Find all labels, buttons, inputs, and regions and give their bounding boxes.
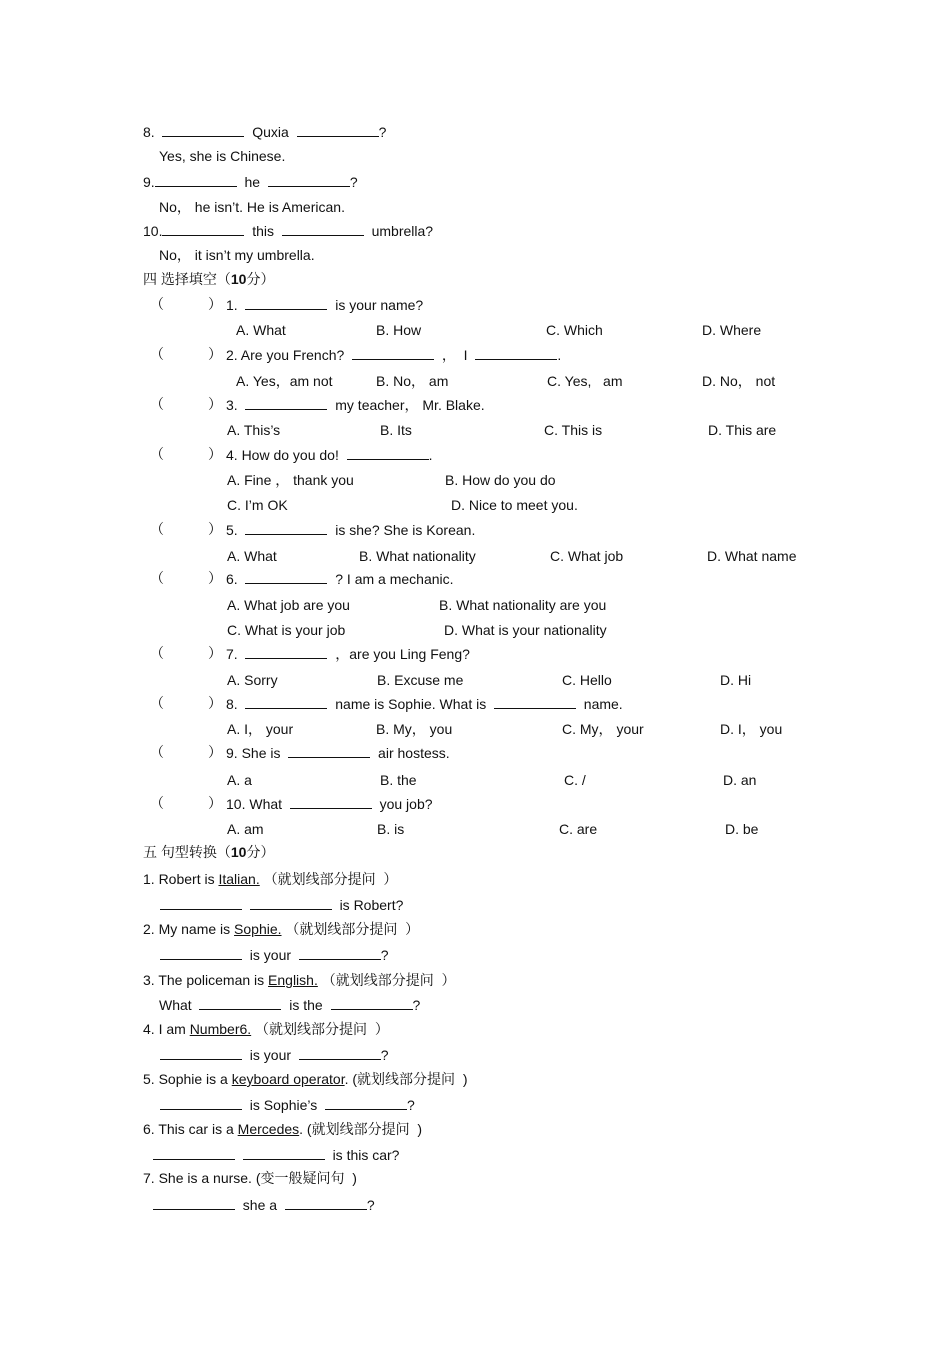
paren-close: ） xyxy=(208,446,222,462)
mc-q5: 5. is she? She is Korean. xyxy=(226,522,476,538)
blank[interactable] xyxy=(347,446,429,460)
option-a[interactable]: A. Yes，am not xyxy=(236,373,333,389)
paren-open: （ xyxy=(150,346,164,362)
mc-q9: 9. She is air hostess. xyxy=(226,745,450,761)
option-d[interactable]: D. I， you xyxy=(720,721,783,737)
transform-s4: 4. I am Number6. （就划线部分提问 ） xyxy=(143,1021,389,1037)
option-c[interactable]: C. This is xyxy=(544,422,603,438)
paren-close: ） xyxy=(208,521,222,537)
blank[interactable] xyxy=(285,1196,367,1210)
blank[interactable] xyxy=(153,1146,235,1160)
option-a[interactable]: A. Fine ， thank you xyxy=(227,472,354,488)
option-a[interactable]: A. This’s xyxy=(227,422,281,438)
blank[interactable] xyxy=(325,1096,407,1110)
blank[interactable] xyxy=(160,1096,242,1110)
blank[interactable] xyxy=(162,222,244,236)
section-heading-4: 四 选择填空（10分） xyxy=(143,271,275,287)
transform-s2: 2. My name is Sophie. （就划线部分提问 ） xyxy=(143,921,420,937)
blank[interactable] xyxy=(299,946,381,960)
blank[interactable] xyxy=(250,896,332,910)
paren-open: （ xyxy=(150,446,164,462)
paren-open: （ xyxy=(150,521,164,537)
transform-s5-answer: is Sophie’s ? xyxy=(160,1096,415,1113)
blank[interactable] xyxy=(245,570,327,584)
blank[interactable] xyxy=(299,1046,381,1060)
transform-s4-answer: is your ? xyxy=(160,1046,389,1063)
paren-open: （ xyxy=(150,645,164,661)
blank[interactable] xyxy=(297,123,379,137)
option-c[interactable]: C. Hello xyxy=(562,672,612,688)
transform-s2-answer: is your ? xyxy=(160,946,389,963)
paren-open: （ xyxy=(150,695,164,711)
option-a[interactable]: A. Sorry xyxy=(227,672,278,688)
mc-q3: 3. my teacher， Mr. Blake. xyxy=(226,397,485,413)
transform-s6: 6. This car is a Mercedes. (就划线部分提问 ) xyxy=(143,1121,423,1137)
option-a[interactable]: A. a xyxy=(227,772,252,788)
transform-s7-answer: she a ? xyxy=(153,1196,375,1213)
blank[interactable] xyxy=(288,744,370,758)
mc-q7: 7. ，are you Ling Feng? xyxy=(226,646,470,662)
option-a[interactable]: A. I， your xyxy=(227,721,294,737)
section-heading-5: 五 句型转换（10分） xyxy=(143,844,275,860)
p3-q10-answer: No， it isn’t my umbrella. xyxy=(159,247,315,263)
transform-s5: 5. Sophie is a keyboard operator. (就划线部分提问 ) xyxy=(143,1071,468,1087)
option-c[interactable]: C. are xyxy=(559,821,598,837)
option-d[interactable]: D. an xyxy=(723,772,757,788)
option-c[interactable]: C. Which xyxy=(546,322,603,338)
blank[interactable] xyxy=(352,346,434,360)
option-a[interactable]: A. What xyxy=(236,322,286,338)
blank[interactable] xyxy=(290,795,372,809)
mc-q6: 6. ? I am a mechanic. xyxy=(226,571,454,587)
transform-s3-answer: What is the ? xyxy=(159,997,421,1013)
option-b[interactable]: B. No， am xyxy=(376,373,449,389)
option-c[interactable]: C. What job xyxy=(550,548,624,564)
blank[interactable] xyxy=(162,123,244,137)
option-b[interactable]: B. Excuse me xyxy=(377,672,464,688)
blank[interactable] xyxy=(160,896,242,910)
transform-s1-answer: is Robert? xyxy=(160,896,403,913)
option-a[interactable]: A. What xyxy=(227,548,277,564)
paren-open: （ xyxy=(150,296,164,312)
p3-q9-answer: No， he isn’t. He is American. xyxy=(159,199,345,215)
mc-q2: 2. Are you French? ， I . xyxy=(226,347,562,363)
p3-q8-answer: Yes, she is Chinese. xyxy=(159,148,286,164)
p3-q8: 8. Quxia ? xyxy=(143,124,387,140)
mc-q8: 8. name is Sophie. What is name. xyxy=(226,696,623,712)
option-b[interactable]: B. How do you do xyxy=(445,472,556,488)
option-c[interactable]: C. / xyxy=(564,772,586,788)
option-d[interactable]: D. Hi xyxy=(720,672,752,688)
blank[interactable] xyxy=(199,996,281,1010)
option-b[interactable]: B. the xyxy=(380,772,417,788)
paren-close: ） xyxy=(208,296,222,312)
blank[interactable] xyxy=(282,222,364,236)
option-d[interactable]: D. Where xyxy=(702,322,762,338)
mc-q1: 1. is your name? xyxy=(226,297,424,313)
transform-s6-answer: is this car? xyxy=(153,1146,399,1163)
option-b[interactable]: B. is xyxy=(377,821,405,837)
paren-close: ） xyxy=(208,346,222,362)
option-b[interactable]: B. How xyxy=(376,322,422,338)
option-c[interactable]: C. What is your job xyxy=(227,622,346,638)
mc-q10: 10. What you job? xyxy=(226,796,433,812)
paren-open: （ xyxy=(150,795,164,811)
paren-close: ） xyxy=(208,795,222,811)
blank[interactable] xyxy=(245,296,327,310)
blank[interactable] xyxy=(155,173,237,187)
option-a[interactable]: A. am xyxy=(227,821,264,837)
option-c[interactable]: C. Yes, am xyxy=(547,373,623,389)
option-d[interactable]: D. Nice to meet you. xyxy=(451,497,578,513)
transform-s7: 7. She is a nurse. (变一般疑问句 ) xyxy=(143,1170,357,1186)
option-b[interactable]: B. Its xyxy=(380,422,412,438)
paren-open: （ xyxy=(150,570,164,586)
paren-close: ） xyxy=(208,645,222,661)
blank[interactable] xyxy=(245,645,327,659)
transform-s1: 1. Robert is Italian. （就划线部分提问 ） xyxy=(143,871,398,887)
blank[interactable] xyxy=(160,1046,242,1060)
blank[interactable] xyxy=(153,1196,235,1210)
p3-q10: 10. this umbrella? xyxy=(143,223,434,239)
option-c[interactable]: C. I’m OK xyxy=(227,497,288,513)
option-d[interactable]: D. be xyxy=(725,821,759,837)
blank[interactable] xyxy=(160,946,242,960)
option-d[interactable]: D. This are xyxy=(708,422,777,438)
blank[interactable] xyxy=(268,173,350,187)
blank[interactable] xyxy=(245,396,327,410)
paren-close: ） xyxy=(208,744,222,760)
option-c[interactable]: C. My， your xyxy=(562,721,644,737)
option-d[interactable]: D. No， not xyxy=(702,373,776,389)
paren-close: ） xyxy=(208,570,222,586)
blank[interactable] xyxy=(245,695,327,709)
paren-open: （ xyxy=(150,396,164,412)
paren-close: ） xyxy=(208,396,222,412)
paren-open: （ xyxy=(150,744,164,760)
option-b[interactable]: B. What nationality are you xyxy=(439,597,607,613)
blank[interactable] xyxy=(475,346,557,360)
blank[interactable] xyxy=(243,1146,325,1160)
blank[interactable] xyxy=(494,695,576,709)
mc-q4: 4. How do you do! . xyxy=(226,447,433,463)
blank[interactable] xyxy=(331,996,413,1010)
transform-s3: 3. The policeman is English. （就划线部分提问 ） xyxy=(143,972,456,988)
blank[interactable] xyxy=(245,521,327,535)
option-d[interactable]: D. What name xyxy=(707,548,797,564)
paren-close: ） xyxy=(208,695,222,711)
p3-q9: 9. he ? xyxy=(143,174,358,190)
option-a[interactable]: A. What job are you xyxy=(227,597,350,613)
option-d[interactable]: D. What is your nationality xyxy=(444,622,607,638)
option-b[interactable]: B. My， you xyxy=(376,721,453,737)
option-b[interactable]: B. What nationality xyxy=(359,548,476,564)
